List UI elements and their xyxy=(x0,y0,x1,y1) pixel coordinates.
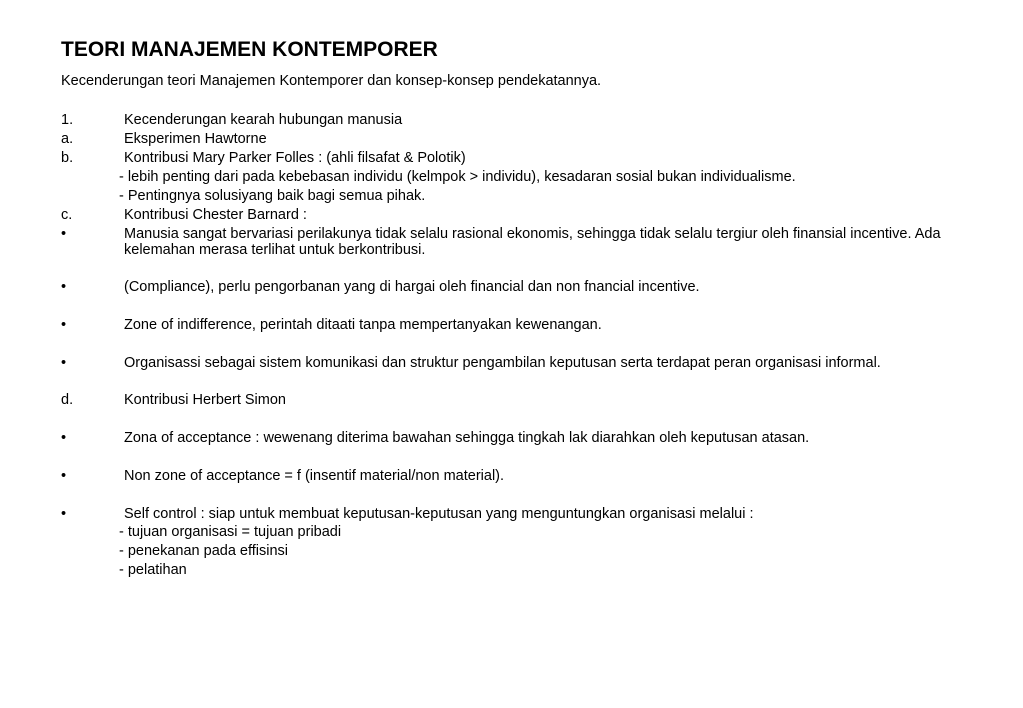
bullet-marker: • xyxy=(61,506,67,522)
sub-point: - pelatihan xyxy=(119,562,187,578)
bullet-text: Manusia sangat bervariasi perilakunya tidak selalu rasional ekonomis, sehingga tidak selalu tergiur oleh finansial incentive. Ada kelemahan merasa terlihat untuk berkontribusi. xyxy=(124,226,941,258)
list-item-text: Kontribusi Herbert Simon xyxy=(124,392,286,408)
bullet-marker: • xyxy=(61,317,67,333)
sub-point: - tujuan organisasi = tujuan pribadi xyxy=(119,524,342,540)
page-title: TEORI MANAJEMEN KONTEMPORER xyxy=(61,38,438,61)
list-item-text: Kecenderungan kearah hubungan manusia xyxy=(124,112,403,128)
list-marker: b. xyxy=(61,150,74,166)
bullet-text: Non zone of acceptance = f (insentif material/non material). xyxy=(124,468,505,484)
list-item-text: Eksperimen Hawtorne xyxy=(124,131,267,147)
page-subtitle: Kecenderungan teori Manajemen Kontemporer dan konsep-konsep pendekatannya. xyxy=(61,73,602,89)
sub-point: - Pentingnya solusiyang baik bagi semua pihak. xyxy=(119,188,426,204)
sub-point: - lebih penting dari pada kebebasan individu (kelmpok > individu), kesadaran sosial bukan individualisme. xyxy=(119,169,796,185)
bullet-text: Organisassi sebagai sistem komunikasi dan struktur pengambilan keputusan serta terdapat peran organisasi informal. xyxy=(124,355,881,371)
bullet-marker: • xyxy=(61,226,67,242)
list-marker: a. xyxy=(61,131,74,147)
list-marker: d. xyxy=(61,392,74,408)
sub-point: - penekanan pada effisinsi xyxy=(119,543,289,559)
bullet-marker: • xyxy=(61,430,67,446)
bullet-marker: • xyxy=(61,468,67,484)
bullet-marker: • xyxy=(61,355,67,371)
bullet-text: Self control : siap untuk membuat keputusan-keputusan yang menguntungkan organisasi melalui : xyxy=(124,506,754,522)
bullet-text: (Compliance), perlu pengorbanan yang di hargai oleh financial dan non fnancial incentive. xyxy=(124,279,700,295)
bullet-text: Zone of indifference, perintah ditaati tanpa mempertanyakan kewenangan. xyxy=(124,317,602,333)
list-item-text: Kontribusi Mary Parker Folles : (ahli filsafat & Polotik) xyxy=(124,150,466,166)
list-marker: 1. xyxy=(61,112,74,128)
list-item-text: Kontribusi Chester Barnard : xyxy=(124,207,307,223)
bullet-marker: • xyxy=(61,279,67,295)
bullet-text: Zona of acceptance : wewenang diterima bawahan sehingga tingkah lak diarahkan oleh keputusan atasan. xyxy=(124,430,810,446)
list-marker: c. xyxy=(61,207,73,223)
